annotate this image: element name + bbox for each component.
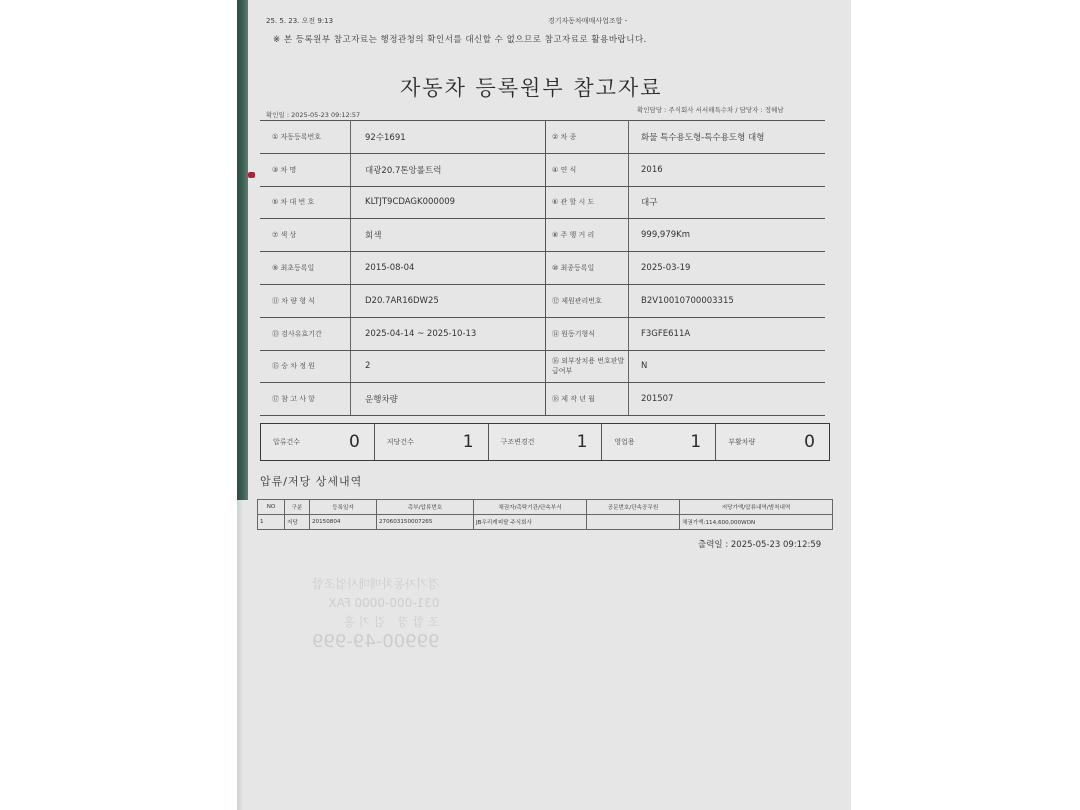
registration-row [260,317,825,350]
field-label: ⑯ 외부장치용 번호판발급여부 [546,350,629,383]
registration-row [260,383,825,416]
field-value: 2016 [629,153,826,186]
field-label: ⑰ 참 고 사 항 [260,383,351,416]
field-value: D20.7AR16DW25 [351,284,546,317]
count-summary [260,423,830,461]
field-label: ⑩ 최종등록일 [546,252,629,285]
red-ink-mark [248,172,255,178]
registration-row [260,219,825,252]
field-value: 운행차량 [351,383,546,416]
field-label: ⑬ 검사유효기간 [260,317,351,350]
field-value: 회색 [351,219,546,252]
field-label: ⑦ 색 상 [260,219,351,252]
field-label: ⑨ 최초등록일 [260,252,351,285]
detail-row: 1 저당 20150804 270603150007265 JB우리캐피탈 주식회사 채권가액:114,600,000WON [258,515,833,530]
page-shadow-edge [237,0,248,500]
field-value: 2 [351,350,546,383]
page-edge-lower [237,500,243,810]
field-label: ⑧ 주 행 거 리 [546,219,629,252]
field-label: ⑮ 승 차 정 원 [260,350,351,383]
bleed-through-stamp: 경기자동차매매사업조합 031-000-0000 FAX 조 합 장 김 기 홍 99900-49-999 [312,577,440,652]
field-label: ⑱ 제 작 년 월 [546,383,629,416]
field-value: F3GFE611A [629,317,826,350]
printed-at: 출력일 : 2025-05-23 09:12:59 [698,540,822,550]
field-label: ④ 연 식 [546,153,629,186]
registration-row [260,121,825,154]
field-value: 2015-08-04 [351,252,546,285]
field-value: 201507 [629,383,826,416]
field-value: 2025-04-14 ~ 2025-10-13 [351,317,546,350]
field-value: 화물 특수용도형-특수용도형 대형 [629,121,826,154]
print-time: 25. 5. 23. 오전 9:13 [266,17,334,25]
detail-header-row: NO 구분 등록일자 촉부/압류번호 채권자/촉탁기관/단속부서 공문번호/단속공무원 저당가액/압류내역/범칙내역 [258,500,833,515]
field-label: ⑥ 관 할 시 도 [546,186,629,219]
count-mortgage: 저당건수 1 [375,424,489,460]
count-commercial: 영업용 1 [602,424,716,460]
field-label: ⑫ 제원관리번호 [546,284,629,317]
registration-row [260,252,825,285]
registration-row [260,186,825,219]
field-value: 92수1691 [351,121,546,154]
registration-row [260,350,825,383]
detail-section-title: 압류/저당 상세내역 [260,475,363,488]
detail-table [257,499,833,530]
registration-row [260,153,825,186]
confirmed-at: 확인일 : 2025-05-23 09:12:57 [266,111,361,119]
org-name: 경기자동차매매사업조합 - [548,17,628,25]
field-label: ⑪ 차 량 형 식 [260,284,351,317]
field-value: N [629,350,826,383]
notice-text: ※ 본 등록원부 참고자료는 행정관청의 확인서를 대신할 수 없으므로 참고자료로 활용바랍니다. [273,35,647,45]
field-value: B2V10010700003315 [629,284,826,317]
field-value: 999,979Km [629,219,826,252]
field-value: KLTJT9CDAGK000009 [351,186,546,219]
registration-table [260,120,825,416]
field-label: ① 자동등록번호 [260,121,351,154]
field-value: 대구 [629,186,826,219]
count-modification: 구조변경건 1 [489,424,603,460]
field-value: 2025-03-19 [629,252,826,285]
count-seizure: 압류건수 0 [261,424,375,460]
field-value: 대광20.7톤앙롤트럭 [351,153,546,186]
field-label: ② 차 종 [546,121,629,154]
count-revived: 부활차량 0 [728,432,815,452]
document-title: 자동차 등록원부 참고자료 [400,76,663,100]
field-label: ③ 차 명 [260,153,351,186]
checker-info: 확인담당 : 주식회사 서서해특수차 / 담당자 : 정혜남 [637,106,784,114]
field-label: ⑭ 원동기형식 [546,317,629,350]
field-label: ⑤ 차 대 번 호 [260,186,351,219]
registration-row [260,284,825,317]
